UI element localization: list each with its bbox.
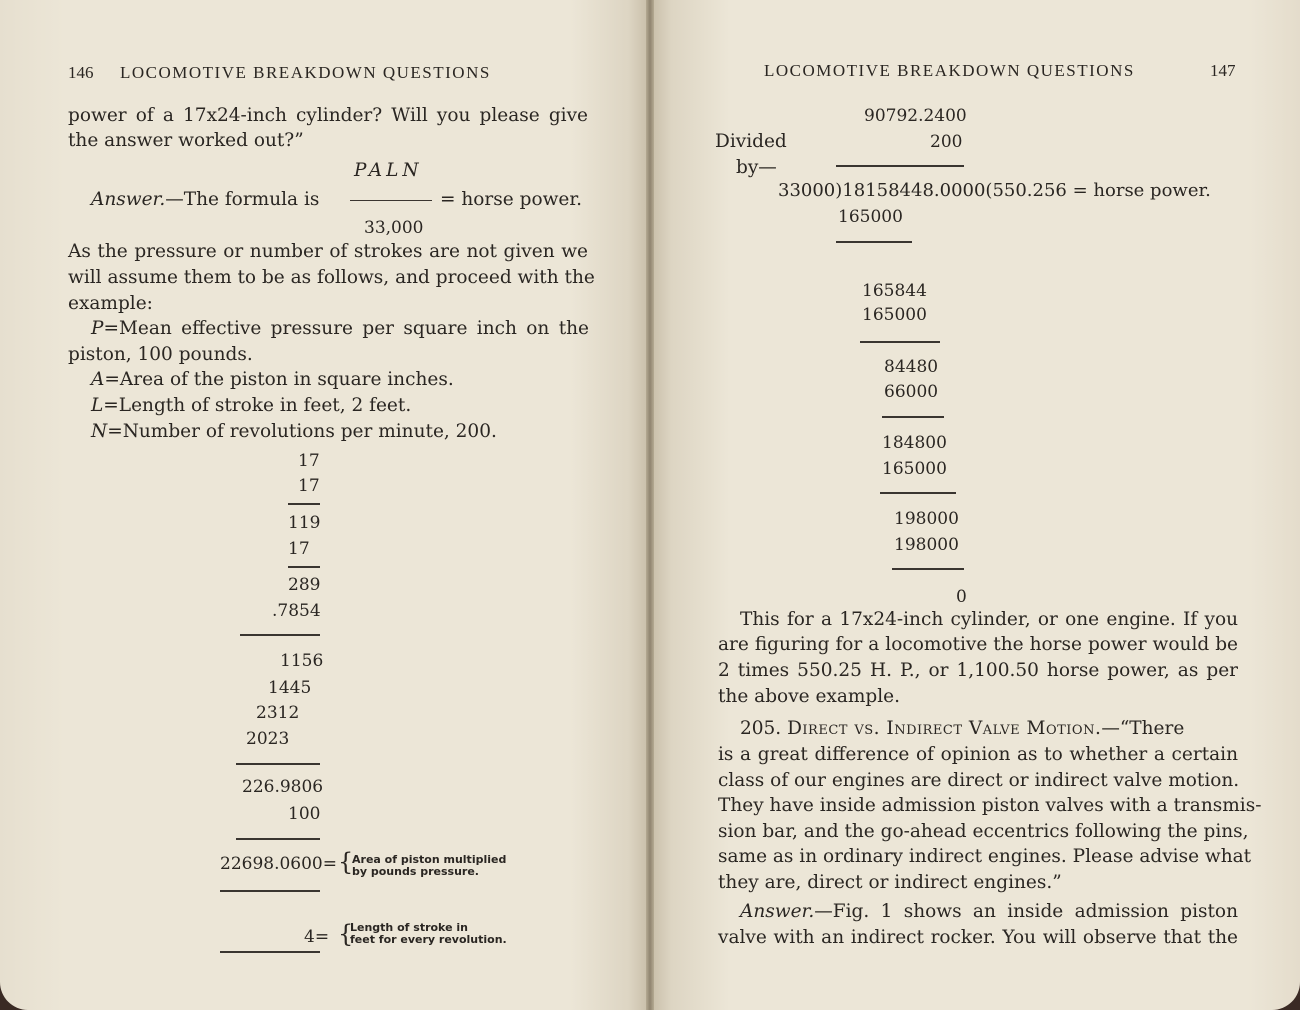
calc-rule xyxy=(880,492,956,494)
left-page xyxy=(0,0,648,1010)
calc-rule xyxy=(860,341,940,343)
note-line: feet for every revolution. xyxy=(350,933,507,946)
calc-line: .7854 xyxy=(272,601,321,621)
calc-line: 165000 xyxy=(862,305,927,325)
calc-line: 17 xyxy=(298,476,320,496)
formula-denominator: 33,000 xyxy=(364,218,424,238)
calc-rule xyxy=(288,503,320,505)
brace: { xyxy=(338,920,354,948)
calc-rule xyxy=(836,165,964,167)
calc-line: 198000 xyxy=(894,535,959,555)
calc-line: 100 xyxy=(288,804,321,824)
calc-line: 165000 xyxy=(838,207,903,227)
page-number: 147 xyxy=(1210,61,1236,80)
calc-line: 1156 xyxy=(280,651,324,671)
calc-line: 17 xyxy=(288,539,310,559)
note-line: by pounds pressure. xyxy=(352,865,479,878)
symbol: P xyxy=(91,318,104,339)
text-line: example: xyxy=(68,293,153,314)
definition-cont: piston, 100 pounds. xyxy=(68,344,253,365)
calc-line: 90792.2400 xyxy=(864,106,967,126)
calc-line: 22698.0600= xyxy=(220,854,337,874)
calc-line: 4= xyxy=(304,927,330,947)
calc-line: 2023 xyxy=(246,729,290,749)
calc-line: 1445 xyxy=(268,678,312,698)
fraction-bar xyxy=(350,200,432,201)
calc-rule xyxy=(288,566,320,568)
text-line: will assume them to be as follows, and proceed with the xyxy=(68,267,595,288)
answer-line: Answer.—Fig. 1 shows an inside admission piston xyxy=(740,901,1238,922)
answer-line xyxy=(91,189,319,211)
section-number: 205. xyxy=(740,718,782,739)
calc-rule xyxy=(836,241,912,243)
text-line: 2 times 550.25 H. P., or 1,100.50 horse power, as per xyxy=(718,660,1238,681)
calc-line: 17 xyxy=(298,451,320,471)
definition-p: P=Mean effective pressure per square inch on the xyxy=(91,318,589,339)
answer-label: Answer. xyxy=(91,189,166,210)
definition-l: L=Length of stroke in feet, 2 feet. xyxy=(91,395,412,416)
divided-label: by— xyxy=(736,157,777,178)
calc-line: 66000 xyxy=(884,382,939,402)
text-line: They have inside admission piston valves with a transmis- xyxy=(718,795,1262,816)
text-line: is a great difference of opinion as to whether a certain xyxy=(718,744,1238,765)
calc-rule xyxy=(236,838,320,840)
calc-line: 2312 xyxy=(256,703,300,723)
section-heading-line: 205. Direct vs. Indirect Valve Motion.—“There xyxy=(740,718,1185,739)
text-line: As the pressure or number of strokes are not given we xyxy=(68,241,588,262)
calc-line: 289 xyxy=(288,575,321,595)
definition-n: N=Number of revolutions per minute, 200. xyxy=(91,421,497,442)
calc-rule xyxy=(882,416,944,418)
calc-rule xyxy=(236,763,320,765)
formula-result: = horse power. xyxy=(440,189,583,210)
calc-line: 184800 xyxy=(882,433,947,453)
formula-numerator: PALN xyxy=(354,160,423,181)
calc-line: 119 xyxy=(288,513,321,533)
calc-rule xyxy=(220,951,320,953)
text-line: same as in ordinary indirect engines. Please advise what xyxy=(718,846,1252,867)
brace: { xyxy=(338,848,354,876)
page-number: 146 xyxy=(68,63,94,82)
calc-line: 226.9806 xyxy=(242,777,324,797)
calc-line: 84480 xyxy=(884,357,939,377)
note-line: Length of stroke in xyxy=(350,921,468,934)
calc-rule xyxy=(240,634,320,636)
answer-text: —The formula is xyxy=(165,189,320,210)
calc-line: 165844 xyxy=(862,281,927,301)
right-page xyxy=(652,0,1300,1010)
divided-label: Divided xyxy=(715,131,787,152)
text-line: they are, direct or indirect engines.” xyxy=(718,872,1062,893)
text-line: the above example. xyxy=(718,686,901,707)
division-line: 33000)18158448.0000(550.256 = horse power. xyxy=(778,180,1211,201)
text-line: sion bar, and the go-ahead eccentrics following the pins, xyxy=(718,821,1249,842)
text-line: are figuring for a locomotive the horse power would be xyxy=(718,634,1238,655)
calc-rule xyxy=(220,890,320,892)
answer-label: Answer. xyxy=(740,901,815,922)
calc-line: 198000 xyxy=(894,509,959,529)
calc-rule xyxy=(892,568,964,570)
section-title: Direct vs. Indirect Valve Motion. xyxy=(787,718,1102,739)
calc-line: 165000 xyxy=(882,459,947,479)
book-gutter xyxy=(646,0,654,1010)
text-line: the answer worked out?” xyxy=(68,130,304,151)
calc-line: 0 xyxy=(956,587,967,607)
calc-line: 200 xyxy=(930,132,963,152)
text-line: power of a 17x24-inch cylinder? Will you please give xyxy=(68,105,588,126)
running-head: LOCOMOTIVE BREAKDOWN QUESTIONS xyxy=(764,61,1135,80)
text-line: class of our engines are direct or indirect valve motion. xyxy=(718,770,1240,791)
note-line: Area of piston multiplied xyxy=(352,853,507,866)
definition-a: A=Area of the piston in square inches. xyxy=(91,369,454,390)
running-head: LOCOMOTIVE BREAKDOWN QUESTIONS xyxy=(120,63,491,82)
text-line: This for a 17x24-inch cylinder, or one engine. If you xyxy=(740,609,1238,630)
text-line: valve with an indirect rocker. You will observe that the xyxy=(718,927,1238,948)
